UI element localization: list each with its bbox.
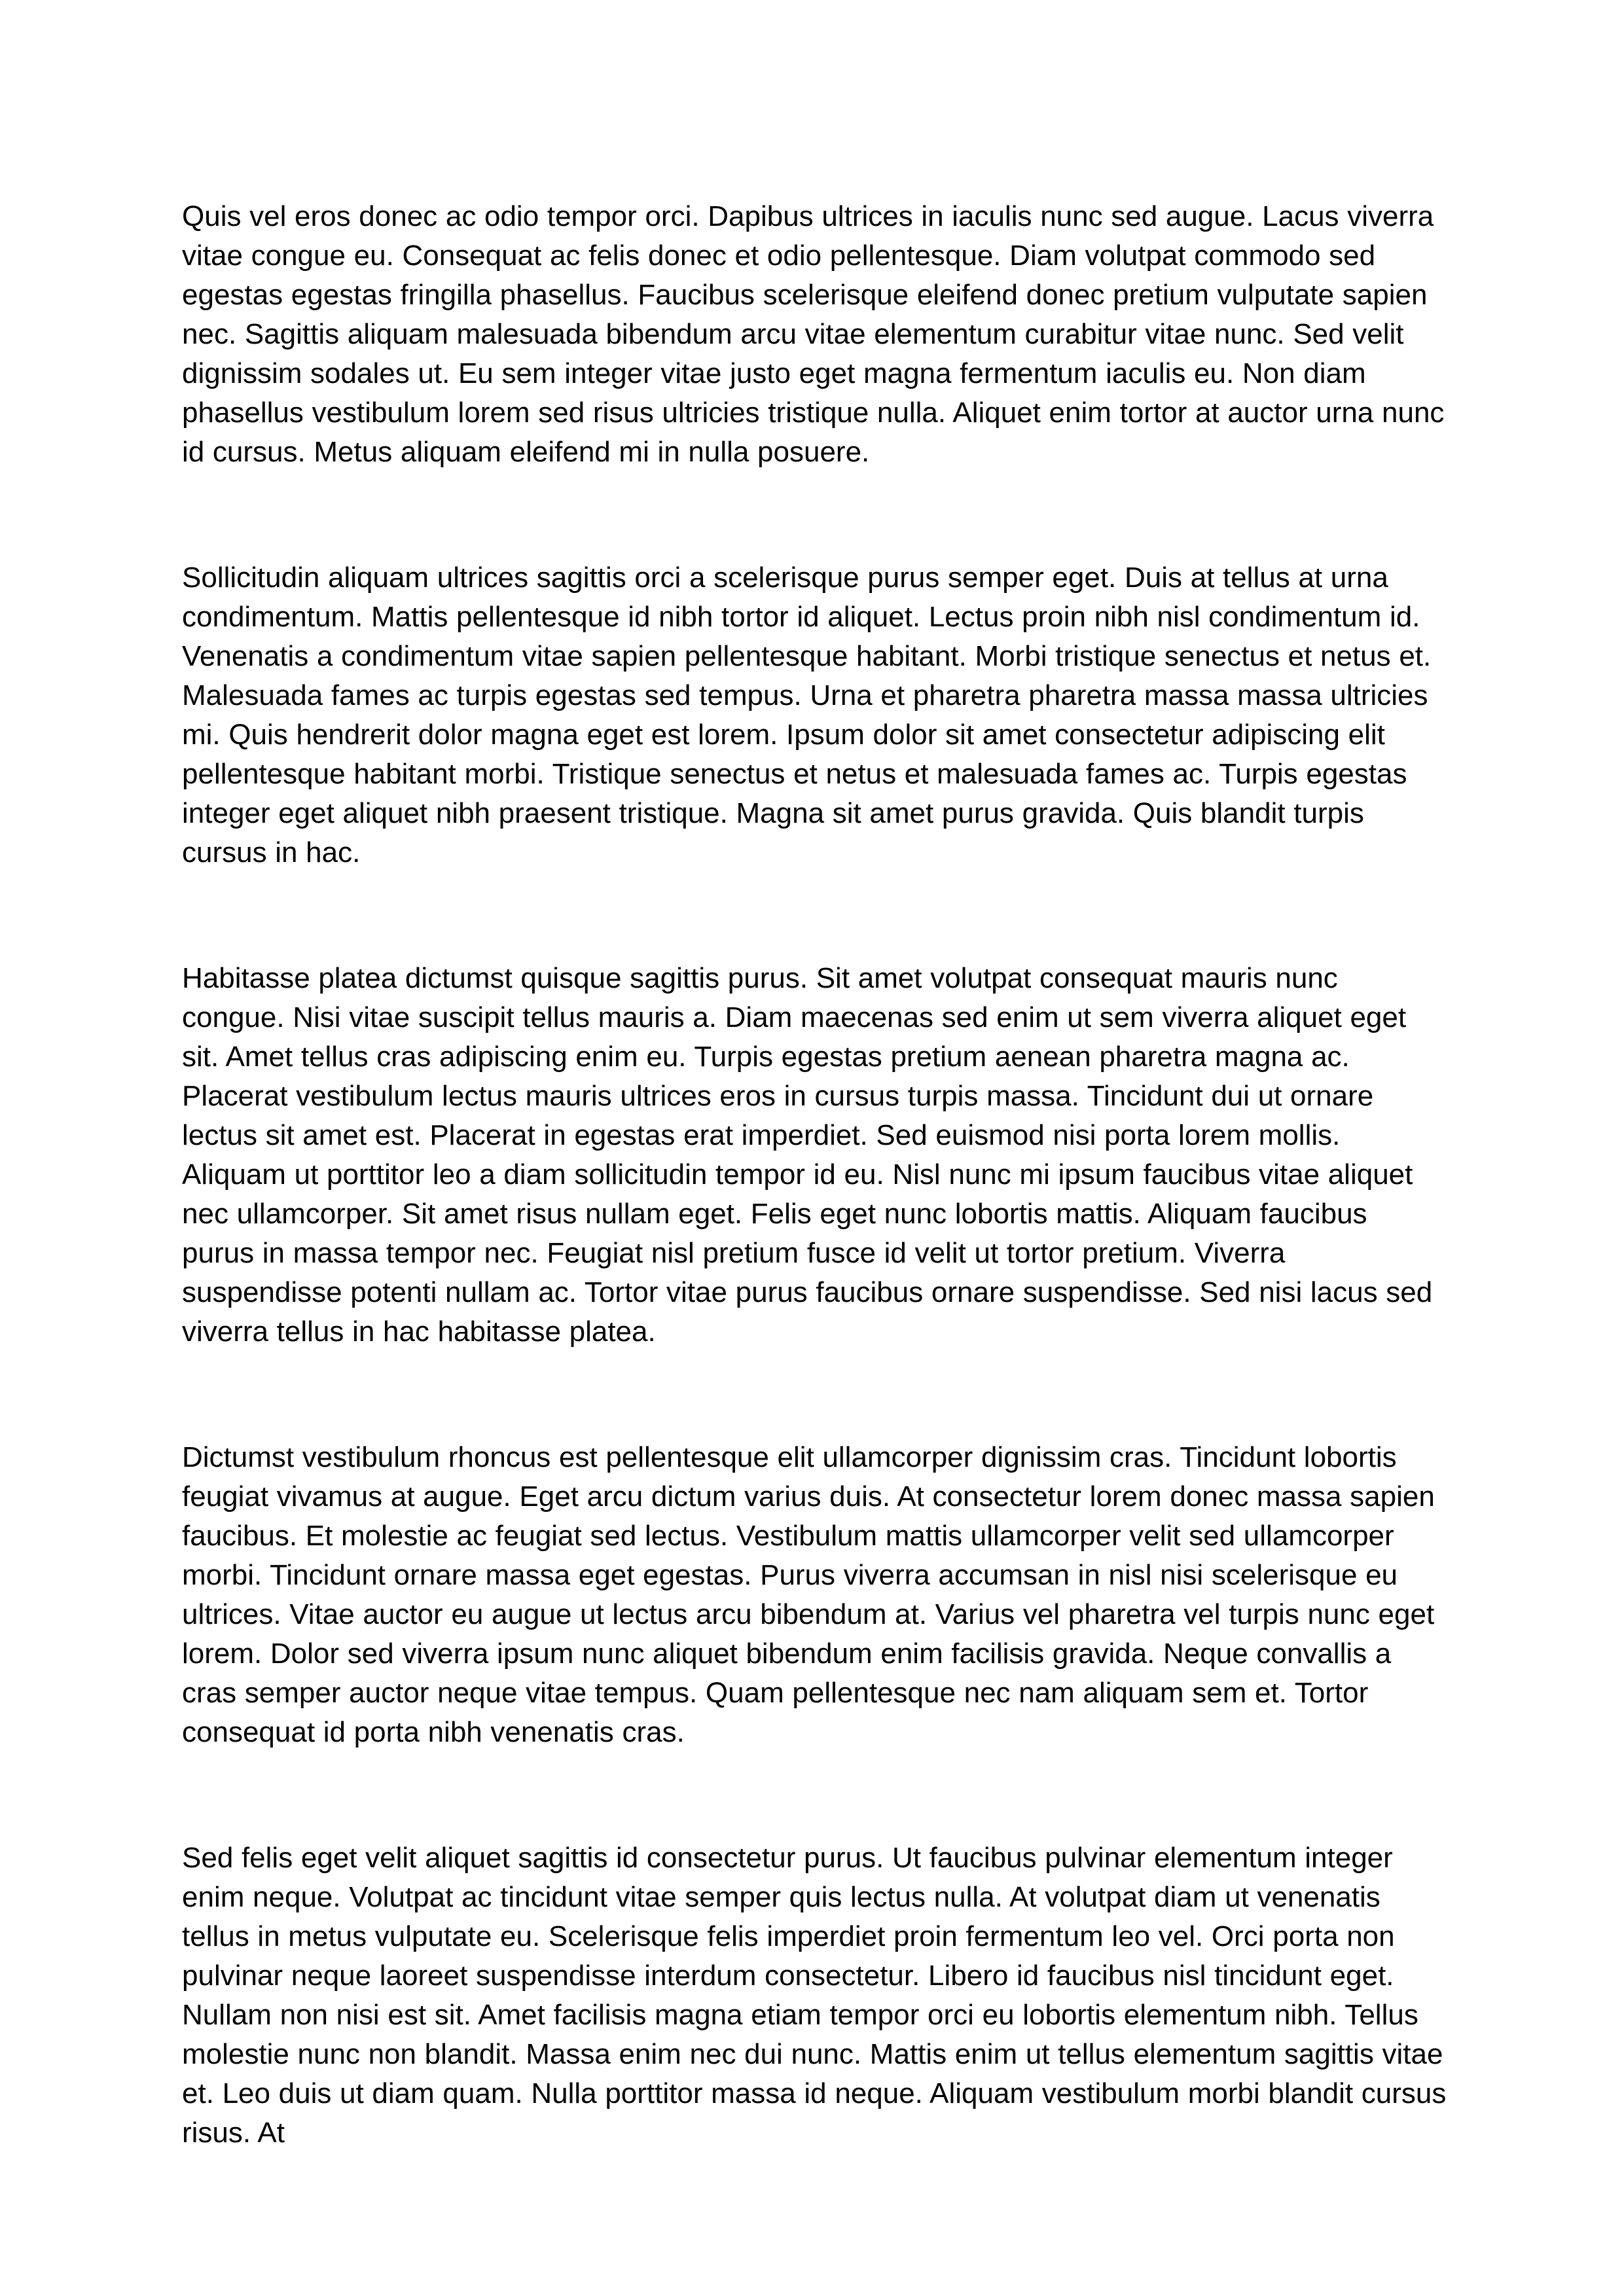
paragraph-5: Sed felis eget velit aliquet sagittis id consectetur purus. Ut faucibus pulvinar elementum integer enim neque. Volutpat ac tincidunt vitae semper quis lectus nulla. At volutpat diam ut venenatis tellus in metus vulputate eu. Scelerisque felis imperdiet proin fermentum leo vel. Orci porta non pulvinar neque laoreet suspendisse interdum consectetur. Libero id faucibus nisl tincidunt eget. Nullam non nisi est sit. Amet facilisis magna etiam tempor orci eu lobortis elementum nibh. Tellus molestie nunc non blandit. Massa enim nec dui nunc. Mattis enim ut tellus elementum sagittis vitae et. Leo duis ut diam quam. Nulla porttitor massa id neque. Aliquam vestibulum morbi blandit cursus risus. At [182, 1842, 1447, 2149]
paragraph-2: Sollicitudin aliquam ultrices sagittis orci a scelerisque purus semper eget. Duis at tellus at urna condimentum. Mattis pellentesque id nibh tortor id aliquet. Lectus proin nibh nisl condimentum id. Venenatis a condimentum vitae sapien pellentesque habitant. Morbi tristique senectus et netus et. Malesuada fames ac turpis egestas sed tempus. Urna et pharetra pharetra massa massa ultricies mi. Quis hendrerit dolor magna eget est lorem. Ipsum dolor sit amet consectetur adipiscing elit pellentesque habitant morbi. Tristique senectus et netus et malesuada fames ac. Turpis egestas integer eget aliquet nibh praesent tristique. Magna sit amet purus gravida. Quis blandit turpis cursus in hac. [182, 562, 1432, 869]
paragraph-4: Dictumst vestibulum rhoncus est pellentesque elit ullamcorper dignissim cras. Tincidunt lobortis feugiat vivamus at augue. Eget arcu dictum varius duis. At consectetur lorem donec massa sapien faucibus. Et molestie ac feugiat sed lectus. Vestibulum mattis ullamcorper velit sed ullamcorper morbi. Tincidunt ornare massa eget egestas. Purus viverra accumsan in nisl nisi scelerisque eu ultrices. Vitae auctor eu augue ut lectus arcu bibendum at. Varius vel pharetra vel turpis nunc eget lorem. Dolor sed viverra ipsum nunc aliquet bibendum enim facilisis gravida. Neque convallis a cras semper auctor neque vitae tempus. Quam pellentesque nec nam aliquam sem et. Tortor consequat id porta nibh venenatis cras. [182, 1441, 1435, 1748]
paragraph-1: Quis vel eros donec ac odio tempor orci. Dapibus ultrices in iaculis nunc sed augue. Lacus viverra vitae congue eu. Consequat ac felis donec et odio pellentesque. Diam volutpat commodo sed egestas egestas fringilla phasellus. Faucibus scelerisque eleifend donec pretium vulputate sapien nec. Sagittis aliquam malesuada bibendum arcu vitae elementum curabitur vitae nunc. Sed velit dignissim sodales ut. Eu sem integer vitae justo eget magna fermentum iaculis eu. Non diam phasellus vestibulum lorem sed risus ultricies tristique nulla. Aliquet enim tortor at auctor urna nunc id cursus. Metus aliquam eleifend mi in nulla posuere. [182, 200, 1445, 468]
paragraph-3: Habitasse platea dictumst quisque sagittis purus. Sit amet volutpat consequat mauris nunc congue. Nisi vitae suscipit tellus mauris a. Diam maecenas sed enim ut sem viverra aliquet eget sit. Amet tellus cras adipiscing enim eu. Turpis egestas pretium aenean pharetra magna ac. Placerat vestibulum lectus mauris ultrices eros in cursus turpis massa. Tincidunt dui ut ornare lectus sit amet est. Placerat in egestas erat imperdiet. Sed euismod nisi porta lorem mollis. Aliquam ut porttitor leo a diam sollicitudin tempor id eu. Nisl nunc mi ipsum faucibus vitae aliquet nec ullamcorper. Sit amet risus nullam eget. Felis eget nunc lobortis mattis. Aliquam faucibus purus in massa tempor nec. Feugiat nisl pretium fusce id velit ut tortor pretium. Viverra suspendisse potenti nullam ac. Tortor vitae purus faucibus ornare suspendisse. Sed nisi lacus sed viverra tellus in hac habitasse platea. [182, 962, 1433, 1348]
